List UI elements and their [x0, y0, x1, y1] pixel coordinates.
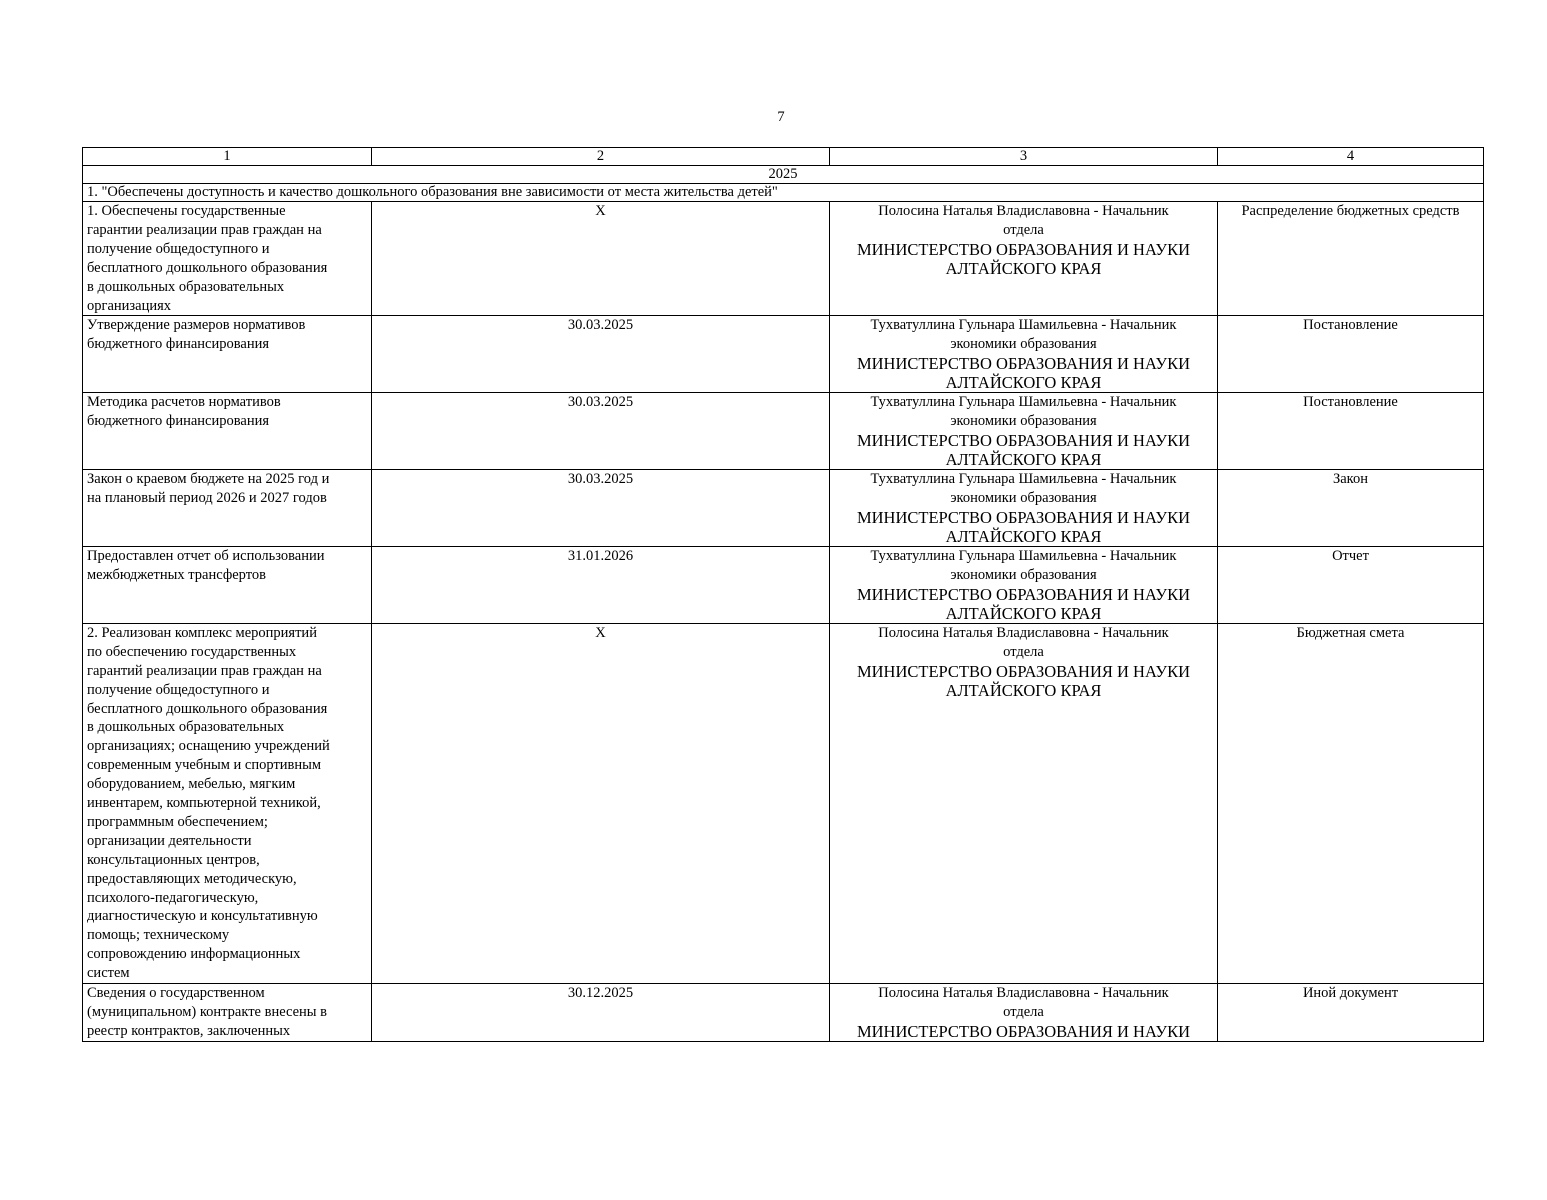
date-cell: X — [372, 202, 830, 316]
section-title: 1. "Обеспечены доступность и качество дошкольного образования вне зависимости от места жительства детей" — [83, 184, 1484, 202]
date-cell: 30.03.2025 — [372, 316, 830, 393]
event-text: Сведения о государственном (муниципальном) контракте внесены в реестр контрактов, заключенных — [87, 985, 328, 1039]
responsible-cell — [830, 984, 1218, 1042]
document-cell: Постановление — [1218, 316, 1484, 393]
year-row — [83, 166, 1484, 184]
responsible-cell — [830, 202, 1218, 316]
document-cell: Иной документ — [1218, 984, 1484, 1042]
responsible-text: Тухватуллина Гульнара Шамильевна - Начальник экономики образования — [870, 317, 1177, 353]
responsible-text: Полосина Наталья Владиславовна - Начальник отдела — [878, 624, 1169, 660]
date-cell: X — [372, 623, 830, 983]
event-cell — [83, 623, 372, 983]
column-number: 2 — [372, 148, 830, 166]
column-number: 4 — [1218, 148, 1484, 166]
date-cell: 30.03.2025 — [372, 393, 830, 470]
event-text: 1. Обеспечены государственные гарантии реализации прав граждан на получение общедоступного и бесплатного дошкольного образования в дошкольных образовательных организациях — [87, 203, 328, 314]
date-cell: 31.01.2026 — [372, 547, 830, 624]
ministry-text: МИНИСТЕРСТВО ОБРАЗОВАНИЯ И НАУКИ АЛТАЙСКОГО КРАЯ — [856, 584, 1191, 623]
responsible-text: Тухватуллина Гульнара Шамильевна - Начальник экономики образования — [870, 394, 1177, 430]
event-text: Предоставлен отчет об использовании межбюджетных трансфертов — [87, 548, 325, 583]
responsible-text: Тухватуллина Гульнара Шамильевна - Начальник экономики образования — [870, 548, 1177, 583]
event-cell — [83, 316, 372, 393]
table-row — [83, 316, 1484, 393]
document-cell: Отчет — [1218, 547, 1484, 624]
responsible-text: Тухватуллина Гульнара Шамильевна - Начальник экономики образования — [870, 471, 1177, 507]
ministry-text: МИНИСТЕРСТВО ОБРАЗОВАНИЯ И НАУКИ АЛТАЙСКОГО КРАЯ — [856, 508, 1191, 547]
event-cell — [83, 393, 372, 470]
event-text: Закон о краевом бюджете на 2025 год и на плановый период 2026 и 2027 годов — [87, 471, 330, 507]
responsible-cell — [830, 393, 1218, 470]
column-number: 1 — [83, 148, 372, 166]
ministry-text: МИНИСТЕРСТВО ОБРАЗОВАНИЯ И НАУКИ АЛТАЙСКОГО КРАЯ — [856, 354, 1191, 393]
event-cell — [83, 470, 372, 547]
table-row — [83, 547, 1484, 624]
event-cell — [83, 547, 372, 624]
plan-table — [82, 147, 1484, 1042]
event-cell — [83, 202, 372, 316]
document-cell: Закон — [1218, 470, 1484, 547]
responsible-cell — [830, 623, 1218, 983]
ministry-text: МИНИСТЕРСТВО ОБРАЗОВАНИЯ И НАУКИ — [856, 1021, 1191, 1041]
date-cell: 30.03.2025 — [372, 470, 830, 547]
table-row — [83, 202, 1484, 316]
ministry-text: МИНИСТЕРСТВО ОБРАЗОВАНИЯ И НАУКИ АЛТАЙСКОГО КРАЯ — [856, 431, 1191, 470]
responsible-cell — [830, 547, 1218, 624]
responsible-cell — [830, 470, 1218, 547]
table-row — [83, 984, 1484, 1042]
table-row — [83, 623, 1484, 983]
event-cell — [83, 984, 372, 1042]
document-cell: Бюджетная смета — [1218, 623, 1484, 983]
column-number-row — [83, 148, 1484, 166]
event-text: Утверждение размеров нормативов бюджетного финансирования — [87, 317, 306, 353]
table-row — [83, 470, 1484, 547]
table-row — [83, 393, 1484, 470]
responsible-text: Полосина Наталья Владиславовна - Начальник отдела — [878, 203, 1169, 238]
event-text: 2. Реализован комплекс мероприятий по обеспечению государственных гарантий реализации прав граждан на получение общедоступного и бесплатного дошкольного образования в дошкольных образовательных организациях; оснащению учреждений современным учебным и спортивным оборудованием, мебелью, мягким инвентарем, компьютерной техникой, программным обеспечением; организации деятельности консультационных центров, предоставляющих методическую, психолого-педагогическую, диагностическую и консультативную помощь; техническому сопровождению информационных систем — [87, 624, 330, 982]
section-row — [83, 184, 1484, 202]
responsible-cell — [830, 316, 1218, 393]
date-cell: 30.12.2025 — [372, 984, 830, 1042]
ministry-text: МИНИСТЕРСТВО ОБРАЗОВАНИЯ И НАУКИ АЛТАЙСКОГО КРАЯ — [856, 661, 1191, 700]
document-cell: Постановление — [1218, 393, 1484, 470]
ministry-text: МИНИСТЕРСТВО ОБРАЗОВАНИЯ И НАУКИ АЛТАЙСКОГО КРАЯ — [856, 239, 1191, 278]
document-cell: Распределение бюджетных средств — [1218, 202, 1484, 316]
page-number: 7 — [777, 109, 785, 125]
event-text: Методика расчетов нормативов бюджетного финансирования — [87, 394, 281, 430]
year-cell: 2025 — [83, 166, 1484, 184]
responsible-text: Полосина Наталья Владиславовна - Начальник отдела — [878, 985, 1169, 1020]
column-number: 3 — [830, 148, 1218, 166]
